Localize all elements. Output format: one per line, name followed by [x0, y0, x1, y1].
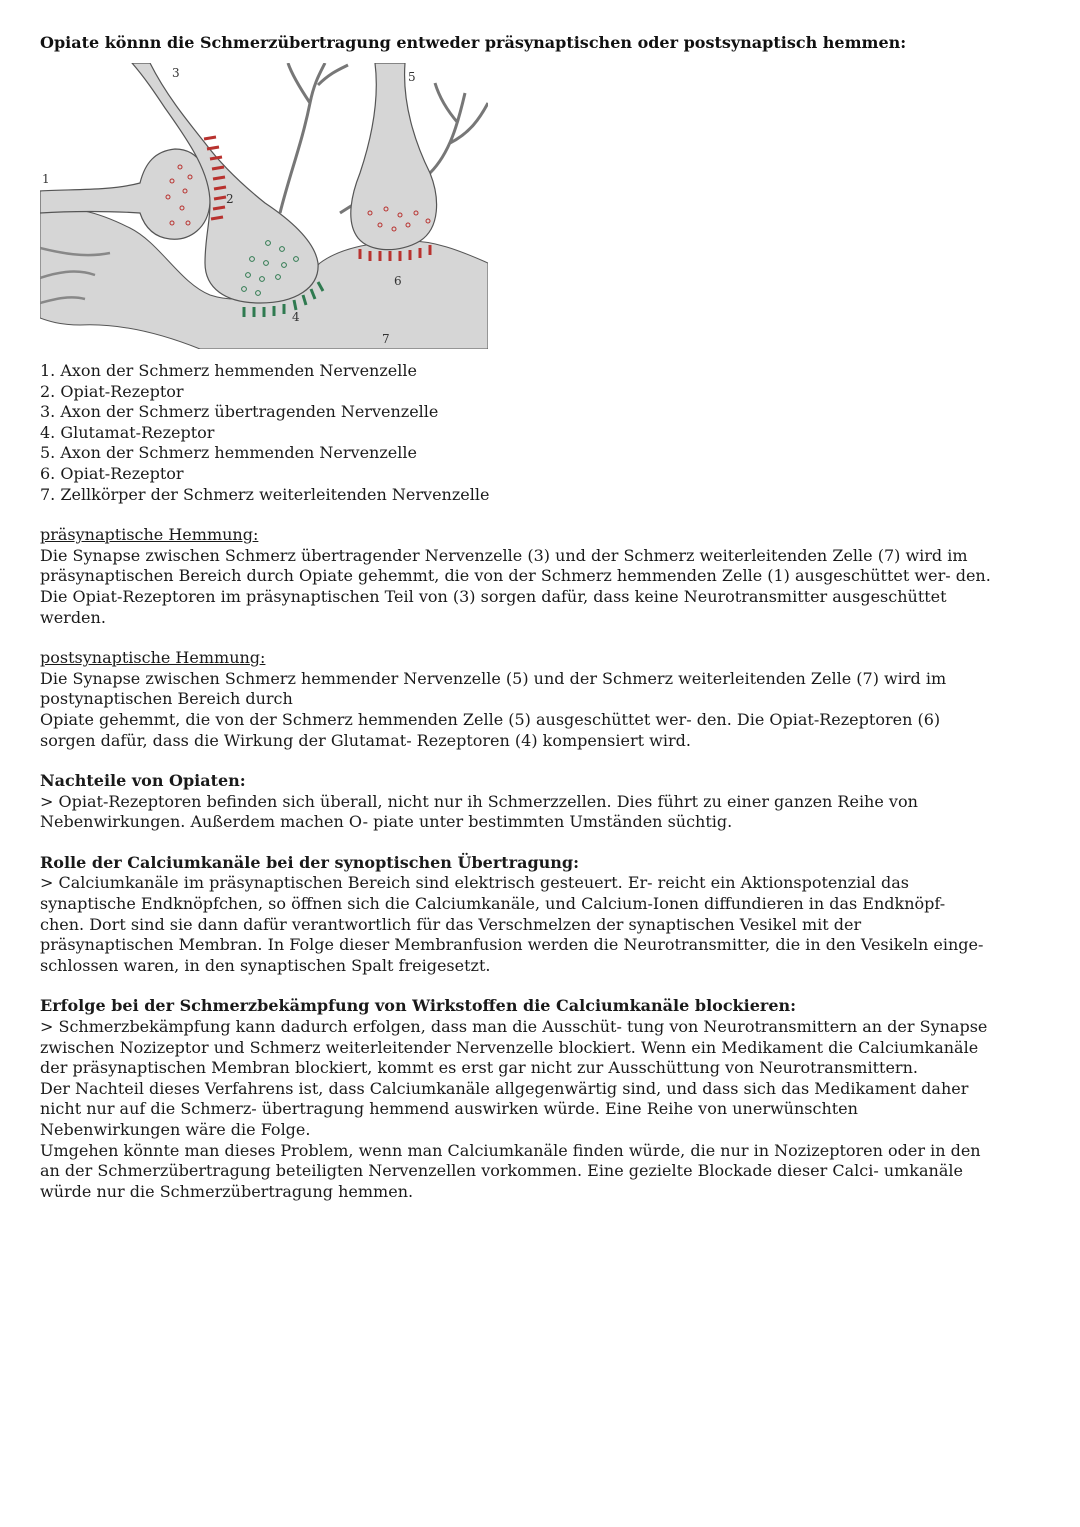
- calcium-text: > Calciumkanäle im präsynaptischen Bereich sind elektrisch gesteuert. Er- reicht ein Aktionspotenzial das synaptische Endknöpfchen, so öffnen sich die Calciumkanäle, und Calcium-Ionen diffundieren in das Endknöpf- chen. Dort sind sie dann dafür verantwortlich für das Verschmelzen der synaptischen Vesikel mit der präsynaptischen Membran. In Folge dieser Membranfusion werden die Neurotransmitter, die in den Vesikeln einge- schlossen waren, in den synaptischen Spalt freigesetzt.: [40, 873, 984, 975]
- postsynaptic-text: Die Synapse zwischen Schmerz hemmender Nervenzelle (5) und der Schmerz weiterleitenden Zelle (7) wird im postynaptischen Bereich durch Opiate gehemmt, die von der Schmerz hemmenden Zelle (5) ausgeschüttet wer- den. Die Opiat-Rezeptoren (6) sorgen dafür, dass die Wirkung der Glutamat- Rezeptoren (4) kompensiert wird.: [40, 668, 947, 750]
- synapse-figure: [40, 63, 488, 349]
- legend-item: 4. Glutamat-Rezeptor: [40, 422, 215, 442]
- label-1: 1: [42, 172, 50, 186]
- label-6: 6: [394, 274, 402, 288]
- success-heading: Erfolge bei der Schmerzbekämpfung von Wirkstoffen die Calciumkanäle blockieren:: [40, 996, 797, 1016]
- disadvantages-heading: Nachteile von Opiaten:: [40, 771, 246, 791]
- legend-item: 1. Axon der Schmerz hemmenden Nervenzelle: [40, 361, 417, 380]
- label-3: 3: [172, 66, 180, 80]
- disadvantages-section: [40, 771, 1040, 833]
- presynaptic-heading: präsynaptische Hemmung:: [40, 525, 259, 545]
- page-title: Opiate könnn die Schmerzübertragung entweder präsynaptischen oder postsynaptisch hemmen:: [40, 33, 907, 52]
- label-5: 5: [408, 70, 416, 84]
- disadvantages-text: > Opiat-Rezeptoren befinden sich überall, nicht nur ih Schmerzzellen. Dies führt zu einer ganzen Reihe von Nebenwirkungen. Außerdem machen O- piate unter bestimmten Umständen süchtig.: [40, 791, 918, 832]
- success-text: > Schmerzbekämpfung kann dadurch erfolgen, dass man die Ausschüt- tung von Neurotransmittern an der Synapse zwischen Nozizeptor und Schmerz weiterleitender Nervenzelle blockiert. Wenn ein Medikament die Calciumkanäle der präsynaptischen Membran blockiert, kommt es erst gar nicht zur Ausschüttung von Neurotransmittern. Der Nachteil dieses Verfahrens ist, dass Calciumkanäle allgegenwärtig sind, und dass sich das Medikament daher nicht nur auf die Schmerz- übertragung hemmend auswirken würde. Eine Reihe von unerwünschten Nebenwirkungen wäre die Folge. Umgehen könnte man dieses Problem, wenn man Calciumkanäle finden würde, die nur in Nozizeptoren oder in den an der Schmerzübertragung beteiligten Nervenzellen vorkommen. Eine gezielte Blockade dieser Calci- umkanäle würde nur die Schmerzübertragung hemmen.: [40, 1017, 988, 1201]
- legend-item: 5. Axon der Schmerz hemmenden Nervenzelle: [40, 443, 417, 463]
- legend-item: 7. Zellkörper der Schmerz weiterleitenden Nervenzelle: [40, 484, 490, 504]
- postsynaptic-heading: postsynaptische Hemmung:: [40, 648, 266, 668]
- label-4: 4: [292, 310, 300, 324]
- legend-item: 3. Axon der Schmerz übertragenden Nervenzelle: [40, 402, 439, 422]
- legend-item: 6. Opiat-Rezeptor: [40, 463, 184, 483]
- document-page: [40, 32, 1040, 1202]
- calcium-section: [40, 853, 1040, 977]
- calcium-heading: Rolle der Calciumkanäle bei der synoptischen Übertragung:: [40, 852, 579, 872]
- presynaptic-section: [40, 525, 1040, 628]
- success-section: [40, 996, 1040, 1202]
- postsynaptic-section: [40, 648, 1040, 751]
- legend-item: 2. Opiat-Rezeptor: [40, 381, 184, 401]
- label-7: 7: [382, 332, 390, 346]
- figure-legend: [40, 361, 1040, 505]
- axon-5: [351, 63, 437, 250]
- label-2: 2: [226, 192, 234, 206]
- presynaptic-text: Die Synapse zwischen Schmerz übertragender Nervenzelle (3) und der Schmerz weiterleitenden Zelle (7) wird im präsynaptischen Bereich durch Opiate gehemmt, die von der Schmerz hemmenden Zelle (1) ausgeschüttet wer- den. Die Opiat-Rezeptoren im präsynaptischen Teil von (3) sorgen dafür, dass keine Neurotransmitter ausgeschüttet werden.: [40, 545, 991, 627]
- synapse-diagram: [40, 63, 488, 349]
